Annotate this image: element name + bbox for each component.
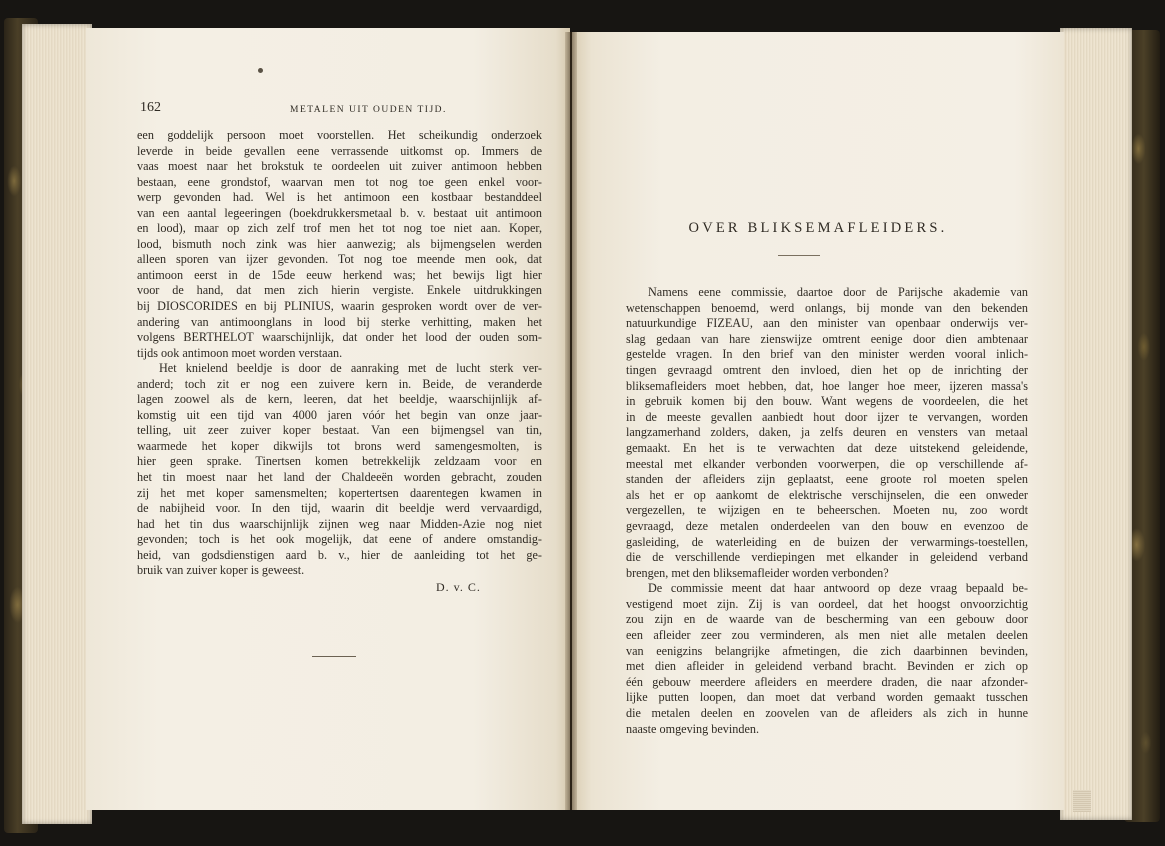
text-line: werp gevonden had. Wel is het antimoon een kostbaar bestanddeel <box>137 190 542 205</box>
article-title: OVER BLIKSEMAFLEIDERS. <box>688 220 948 236</box>
text-line: die metalen deelen en zoovelen van de afleiders als zich in hunne <box>626 706 1028 721</box>
ink-spot <box>258 68 263 73</box>
text-line: naaste omgeving bevinden. <box>626 721 760 736</box>
text-line: alleen sporen van ijzer gevonden. Tot nog toe meende men ook, dat <box>137 252 542 267</box>
text-line: voor de hand, dat men zich hierin vergiste. Enkele uitdrukkingen <box>137 283 542 298</box>
title-rule <box>778 255 820 256</box>
text-line: tijds ook antimoon moet worden verstaan. <box>137 345 343 360</box>
text-line: een goddelijk persoon moet voorstellen. Het scheikundig onderzoek <box>137 128 542 142</box>
text-line: had het tin dus waarschijnlijk zijnen weg naar Midden-Azie nog niet <box>137 516 542 531</box>
right-page-body <box>626 285 1028 737</box>
left-page-body <box>137 128 542 579</box>
text-line: langzamerhand zolders, daken, ja zelfs deuren en vensters van metaal <box>626 425 1028 440</box>
text-line: bestaan, eene grondstof, waarvan men tot nog toe geen enkel voor- <box>137 174 542 189</box>
book-gutter <box>565 32 577 810</box>
text-line: heid, van godsdienstigen aard b. v., hier de aanleiding tot het ge- <box>137 547 542 562</box>
text-line: lagen zoowel als de kern, leeren, dat het beeldje, waarschijnlijk af- <box>137 392 542 407</box>
text-line: telling, uit zeer zuiver koper bestaat. Van een bijmengsel van tin, <box>137 423 542 438</box>
text-line: gasleiding, de waterleiding en de buizen der verwarmings-toestellen, <box>626 534 1028 549</box>
text-line: vestigend moet zijn. Zij is van oordeel, dat het hoogst onvoorzichtig <box>626 596 1028 611</box>
text-line: van een aantal legeeringen (boekdrukkersmetaal b. v. bestaat uit antimoon <box>137 205 542 220</box>
text-line: een afleider zeer zou verminderen, als men niet alle metalen deelen <box>626 628 1028 643</box>
left-page-stack <box>22 24 92 824</box>
right-page-stack <box>1060 28 1132 820</box>
text-line: andering van antimoonglans in lood bij sterke verhitting, maken het <box>137 314 542 329</box>
text-line: anderd; toch zit er nog een zuivere kern in. Beide, de veranderde <box>137 376 542 391</box>
text-line: Namens eene commissie, daartoe door de Parijsche akademie van <box>648 285 1028 299</box>
text-line: als het er op aankomt de elektrische verschijnselen, die een onweder <box>626 487 1028 502</box>
text-line: in de meeste gevallen aanbiedt hout door ijzer te vervangen, worden <box>626 409 1028 424</box>
text-line: bruik van zuiver koper is geweest. <box>137 563 305 578</box>
text-line: komstig uit een tijd van 4000 jaren vóór het begin van onze jaar- <box>137 407 542 422</box>
text-line: standen der afleiders zijn geplaatst, eene groote rol moeten spelen <box>626 472 1028 487</box>
text-line: zij het met koper samensmelten; kopertertsen daarentegen kwamen in <box>137 485 542 500</box>
text-line: tingen gevraagd omtrent den invloed, dien het op de inrichting der <box>626 362 1028 377</box>
text-line: vaas moest naar het brokstuk te oordeelen uit zuiver antimoon hebben <box>137 159 542 174</box>
text-line: waarmede het koper dikwijls tot brons werd samengesmolten, is <box>137 438 542 453</box>
page-number: 162 <box>140 100 161 115</box>
text-line: in gebruik komen bij den bouw. Want wegens de voordeelen, die het <box>626 394 1028 409</box>
text-line: lood, bismuth noch zink was hier aanwezig; als bijmengselen werden <box>137 236 542 251</box>
text-line: gevonden; toch is het ook mogelijk, dat eene of andere omstandig- <box>137 532 542 547</box>
text-line: van eenigzins belangrijke afmetingen, die zich daarbinnen bevinden, <box>626 643 1028 658</box>
text-line: wetenschappen benoemd, werd onlangs, bij monde van den bekenden <box>626 300 1028 315</box>
running-head: METALEN UIT OUDEN TIJD. <box>290 105 447 115</box>
text-line: bliksemafleiders moet hebben, dat, hoe langer hoe meer, ijzeren massa's <box>626 378 1028 393</box>
text-line: het tin moest naar het land der Chaldeeën worden gebracht, zouden <box>137 470 542 485</box>
text-line: natuurkundige FIZEAU, aan den minister van openbaar onderwijs ver- <box>626 316 1028 331</box>
text-line: en lood), maar op zich zelf trof men het tot nog toe niet aan. Koper, <box>137 221 542 236</box>
text-line: met dien afleider in geleidend verband bracht. Bevinden er zich op <box>626 659 1028 674</box>
text-line: gestelde vragen. In den brief van den minister werden vooral inlich- <box>626 347 1028 362</box>
text-line: meestal met elkander verbonden voorwerpen, die op verschillende af- <box>626 456 1028 471</box>
left-page-header <box>140 100 540 120</box>
text-line: één gebouw meerdere afleiders en meerdere draden, die naar afzonder- <box>626 674 1028 689</box>
page-corner-stack <box>1073 790 1091 812</box>
text-line: zou zijn en de waarde van de bescherming van een gebouw door <box>626 612 1028 627</box>
text-line: bij DIOSCORIDES en bij PLINIUS, waarin gesproken wordt over de ver- <box>137 299 542 314</box>
text-line: brengen, met den bliksemafleider worden verbonden? <box>626 565 889 580</box>
text-line: hier geen sprake. Tinertsen komen betrekkelijk zeldzaam voor en <box>137 454 542 469</box>
end-rule <box>312 656 356 657</box>
text-line: leverde in beide gevallen eene verrassende uitkomst op. Immers de <box>137 143 542 158</box>
text-line: gemaakt. En het is te verwachten dat deze uitstekend geleidende, <box>626 440 1028 455</box>
author-signature: D. v. C. <box>436 580 481 594</box>
text-line: antimoon eerst in de 15de eeuw herkend was; het bewijs ligt hier <box>137 267 542 282</box>
text-line: De commissie meent dat haar antwoord op deze vraag bepaald be- <box>648 581 1028 596</box>
text-line: die de verschillende verdiepingen met elkander in geleidend verband <box>626 550 1028 565</box>
text-line: volgens BERTHELOT waarschijnlijk, dat onder het lood der ouden som- <box>137 330 542 345</box>
text-line: Het knielend beeldje is door de aanraking met de lucht sterk ver- <box>159 361 542 376</box>
text-line: slag gedaan van hare zienswijze omtrent eenige door dien ambtenaar <box>626 331 1028 346</box>
text-line: gevraagd, deze metalen onderdeelen van den bouw en evenzoo de <box>626 518 1028 533</box>
text-line: vergezellen, te wijzigen en te beheerschen. Moeten nu, zoo wordt <box>626 503 1028 518</box>
text-line: lijke putten loopen, dan moet dat verband worden gemaakt tusschen <box>626 690 1028 705</box>
text-line: de nabijheid voor. In den tijd, waarin dit beeldje werd vervaardigd, <box>137 501 542 516</box>
